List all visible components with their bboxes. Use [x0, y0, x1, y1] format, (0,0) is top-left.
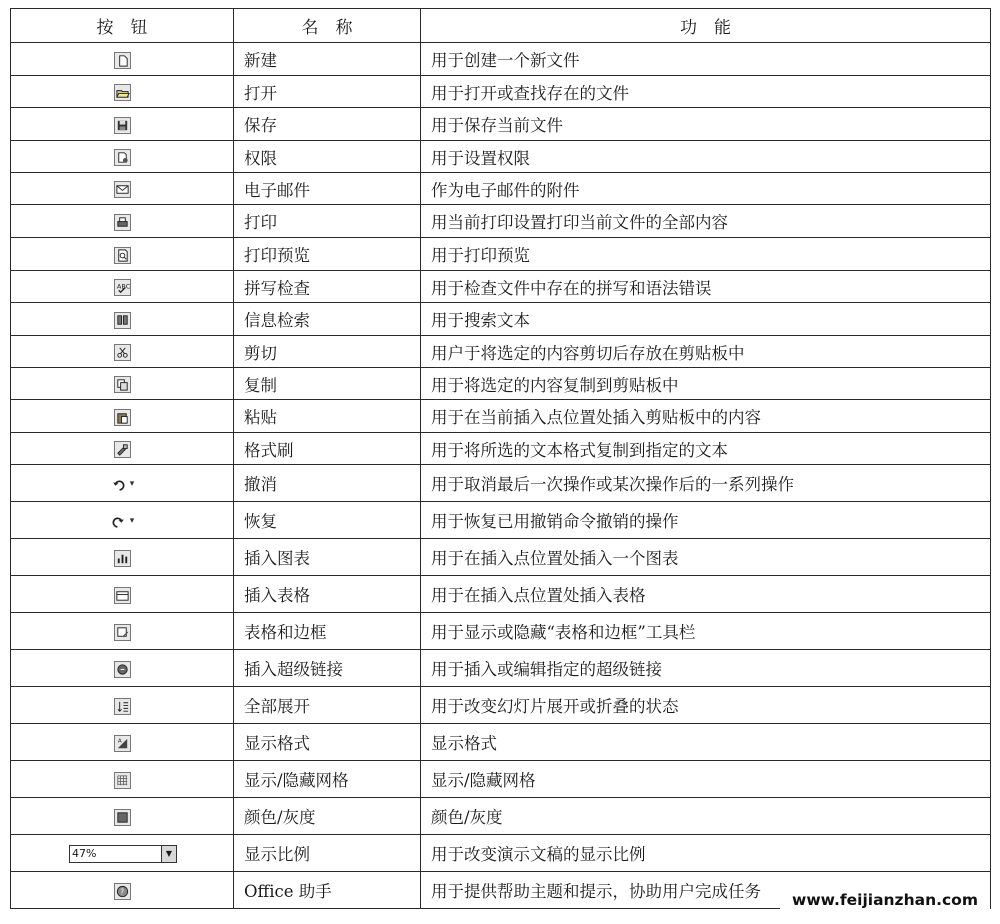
copy-icon[interactable] — [114, 376, 131, 393]
table-row — [11, 303, 991, 336]
function-cell: 用于取消最后一次操作或某次操作后的一系列操作 — [421, 465, 991, 502]
table-row — [11, 238, 991, 271]
site-watermark: www.feijianzhan.com — [780, 888, 990, 912]
name-cell: 插入图表 — [234, 539, 421, 576]
svg-text:A: A — [117, 738, 122, 745]
button-cell — [11, 576, 234, 613]
function-cell: 用于创建一个新文件 — [421, 43, 991, 76]
name-cell: 打印预览 — [234, 238, 421, 271]
function-cell: 用于将选定的内容复制到剪贴板中 — [421, 368, 991, 400]
function-cell: 用于插入或编辑指定的超级链接 — [421, 650, 991, 687]
undo-icon[interactable] — [110, 476, 127, 493]
function-cell: 用于在插入点位置处插入表格 — [421, 576, 991, 613]
button-cell — [11, 798, 234, 835]
research-icon[interactable] — [114, 312, 131, 329]
table-row — [11, 271, 991, 303]
button-cell — [11, 76, 234, 108]
table-row — [11, 465, 991, 502]
table-row — [11, 576, 991, 613]
office-assistant-icon[interactable] — [114, 883, 131, 900]
new-document-icon[interactable] — [114, 52, 131, 69]
hyperlink-icon[interactable] — [114, 661, 131, 678]
function-cell: 作为电子邮件的附件 — [421, 173, 991, 205]
table-header-row — [11, 9, 991, 43]
name-cell: 显示格式 — [234, 724, 421, 761]
button-cell — [11, 835, 234, 872]
function-cell: 用于提供帮助主题和提示，协助用户完成任务 — [421, 872, 991, 909]
permission-icon[interactable] — [114, 149, 131, 166]
show-formatting-icon[interactable] — [114, 735, 131, 752]
name-cell: 恢复 — [234, 502, 421, 539]
name-cell: 保存 — [234, 108, 421, 141]
button-cell — [11, 238, 234, 271]
name-cell: 粘贴 — [234, 400, 421, 433]
name-cell: 显示/隐藏网格 — [234, 761, 421, 798]
function-cell: 用于检查文件中存在的拼写和语法错误 — [421, 271, 991, 303]
name-cell: 权限 — [234, 141, 421, 173]
grayscale-icon[interactable] — [114, 809, 131, 826]
function-cell: 用于设置权限 — [421, 141, 991, 173]
button-cell — [11, 761, 234, 798]
toolbar-buttons-table — [10, 8, 991, 909]
name-cell: 复制 — [234, 368, 421, 400]
svg-text:?: ? — [119, 886, 124, 896]
function-cell: 用于在当前插入点位置处插入剪贴板中的内容 — [421, 400, 991, 433]
name-cell: 插入超级链接 — [234, 650, 421, 687]
table-row — [11, 724, 991, 761]
button-cell — [11, 400, 234, 433]
scissors-icon[interactable] — [114, 344, 131, 361]
table-row — [11, 650, 991, 687]
function-cell: 用于显示或隐藏“表格和边框”工具栏 — [421, 613, 991, 650]
name-cell: 信息检索 — [234, 303, 421, 336]
button-cell — [11, 724, 234, 761]
function-cell: 用于保存当前文件 — [421, 108, 991, 141]
grid-icon[interactable] — [114, 772, 131, 789]
save-disk-icon[interactable] — [114, 117, 131, 134]
undo-icon-group[interactable] — [110, 476, 135, 493]
header-button: 按 钮 — [11, 9, 234, 43]
button-cell — [11, 336, 234, 368]
button-cell — [11, 539, 234, 576]
table-row — [11, 761, 991, 798]
zoom-value: 47% — [72, 846, 97, 860]
name-cell: 新建 — [234, 43, 421, 76]
function-cell: 用于将所选的文本格式复制到指定的文本 — [421, 433, 991, 465]
button-cell — [11, 650, 234, 687]
email-icon[interactable] — [114, 181, 131, 198]
function-cell: 用于搜索文本 — [421, 303, 991, 336]
chevron-down-icon[interactable]: ▼ — [161, 846, 176, 862]
table-row — [11, 798, 991, 835]
function-cell: 显示格式 — [421, 724, 991, 761]
function-cell: 显示/隐藏网格 — [421, 761, 991, 798]
name-cell: 格式刷 — [234, 433, 421, 465]
button-cell — [11, 303, 234, 336]
button-cell — [11, 173, 234, 205]
button-cell — [11, 465, 234, 502]
button-cell — [11, 271, 234, 303]
open-folder-icon[interactable] — [114, 84, 131, 101]
function-cell: 用于打印预览 — [421, 238, 991, 271]
button-cell — [11, 872, 234, 909]
name-cell: 插入表格 — [234, 576, 421, 613]
table-row — [11, 336, 991, 368]
header-name: 名 称 — [234, 9, 421, 43]
chevron-down-icon[interactable]: ▾ — [129, 516, 135, 526]
name-cell: Office 助手 — [234, 872, 421, 909]
table-row — [11, 433, 991, 465]
function-cell: 颜色/灰度 — [421, 798, 991, 835]
printer-icon[interactable] — [114, 214, 131, 231]
button-cell — [11, 43, 234, 76]
tables-borders-icon[interactable] — [114, 624, 131, 641]
insert-chart-icon[interactable] — [114, 550, 131, 567]
button-cell — [11, 141, 234, 173]
button-cell — [11, 368, 234, 400]
name-cell: 拼写检查 — [234, 271, 421, 303]
function-cell: 用于在插入点位置处插入一个图表 — [421, 539, 991, 576]
table-row — [11, 173, 991, 205]
name-cell: 剪切 — [234, 336, 421, 368]
button-cell — [11, 205, 234, 238]
name-cell: 撤消 — [234, 465, 421, 502]
function-cell: 用于打开或查找存在的文件 — [421, 76, 991, 108]
function-cell: 用于恢复已用撤销命令撤销的操作 — [421, 502, 991, 539]
function-cell: 用户于将选定的内容剪切后存放在剪贴板中 — [421, 336, 991, 368]
name-cell: 颜色/灰度 — [234, 798, 421, 835]
button-cell — [11, 433, 234, 465]
function-cell: 用于改变幻灯片展开或折叠的状态 — [421, 687, 991, 724]
format-painter-icon[interactable] — [114, 441, 131, 458]
spell-check-icon[interactable] — [114, 279, 131, 296]
name-cell: 打开 — [234, 76, 421, 108]
paste-icon[interactable] — [114, 409, 131, 426]
table-row — [11, 205, 991, 238]
function-cell: 用当前打印设置打印当前文件的全部内容 — [421, 205, 991, 238]
button-cell — [11, 687, 234, 724]
button-cell — [11, 108, 234, 141]
table-row — [11, 687, 991, 724]
redo-icon[interactable] — [110, 513, 127, 530]
header-function: 功 能 — [421, 9, 991, 43]
chevron-down-icon[interactable]: ▾ — [129, 479, 135, 489]
table-row — [11, 835, 991, 872]
print-preview-icon[interactable] — [114, 247, 131, 264]
zoom-dropdown[interactable] — [69, 845, 177, 863]
redo-icon-group[interactable] — [110, 513, 135, 530]
table-row — [11, 368, 991, 400]
table-row — [11, 539, 991, 576]
button-cell — [11, 613, 234, 650]
insert-table-icon[interactable] — [114, 587, 131, 604]
name-cell: 打印 — [234, 205, 421, 238]
table-row — [11, 108, 991, 141]
table-row — [11, 76, 991, 108]
name-cell: 表格和边框 — [234, 613, 421, 650]
function-cell: 用于改变演示文稿的显示比例 — [421, 835, 991, 872]
table-row — [11, 141, 991, 173]
name-cell: 电子邮件 — [234, 173, 421, 205]
expand-all-icon[interactable] — [114, 698, 131, 715]
table-row — [11, 613, 991, 650]
table-row — [11, 43, 991, 76]
name-cell: 显示比例 — [234, 835, 421, 872]
table-row — [11, 502, 991, 539]
svg-text:ABC: ABC — [116, 282, 130, 291]
button-cell — [11, 502, 234, 539]
table-row — [11, 400, 991, 433]
name-cell: 全部展开 — [234, 687, 421, 724]
